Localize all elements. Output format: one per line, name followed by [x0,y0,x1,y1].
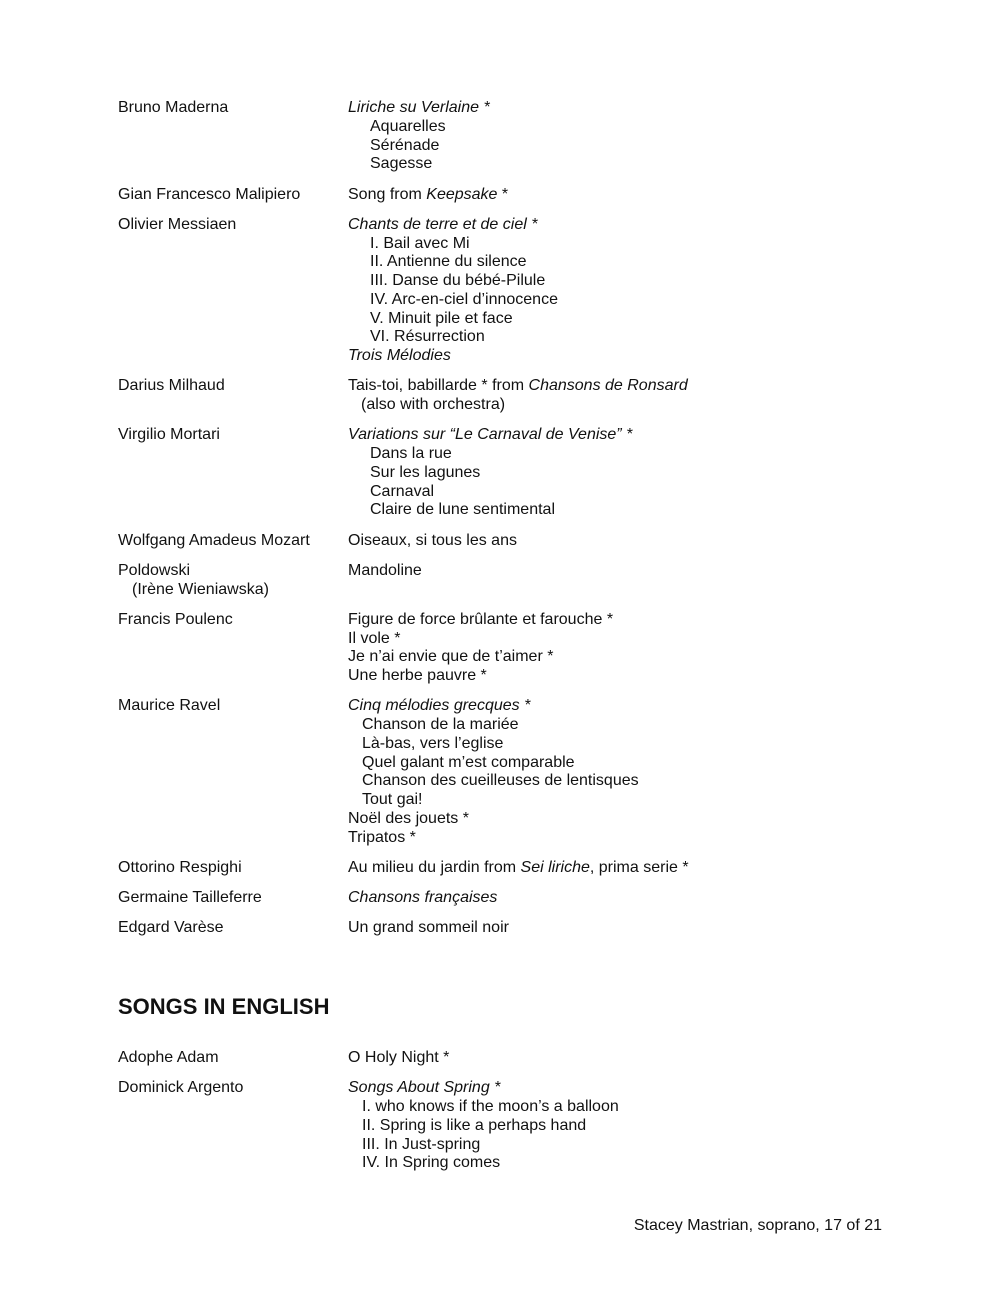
work-title: Figure de force brûlante et farouche * [348,610,614,628]
repertoire-entry [118,919,898,938]
work-title: Sur les lagunes [370,463,481,481]
composer-label: Francis Poulenc [118,610,233,628]
work-title-part: Chansons de Ronsard [528,377,688,395]
composer-label: Olivier Messiaen [118,215,237,233]
composer-name [118,532,348,551]
work-title: Trois Mélodies [348,347,451,364]
work-title-part: Au milieu du jardin from [348,858,521,876]
work-title: O Holy Night * [348,1049,450,1066]
section-title: SONGS IN ENGLISH [118,994,330,1019]
work-title: Tripatos * [348,828,416,846]
work-title: Chanson des cueilleuses de lentisques [362,772,639,790]
work-title: III. Danse du bébé-Pilule [370,272,546,289]
works-list [348,426,898,520]
work-title: (also with orchestra) [361,396,506,413]
work-title: Liriche su Verlaine * [348,99,490,116]
repertoire-entry [118,216,898,366]
composer-name [118,426,348,520]
work-title: Je n’ai envie que de t’aimer * [348,648,554,666]
work-title: Tout gai! [362,791,423,808]
repertoire-entry [118,859,898,878]
works-list [348,99,898,174]
works-list [348,1049,898,1068]
work-title [348,377,898,396]
work-title: Variations sur “Le Carnaval de Venise” * [348,426,633,444]
works-list [348,186,898,205]
work-title: IV. Arc-en-ciel d’innocence [370,290,558,308]
work-title: IV. In Spring comes [362,1154,501,1172]
composer-label: Darius Milhaud [118,377,225,395]
work-title: Quel galant m’est comparable [362,753,575,771]
work-title: Chanson de la mariée [362,716,519,733]
works-list [348,697,898,847]
work-title: Là-bas, vers l’eglise [362,734,504,752]
work-title-part: , prima serie * [589,858,689,876]
composer-label: Germaine Tailleferre [118,889,262,906]
work-title: Dans la rue [370,445,452,462]
work-title: II. Spring is like a perhaps hand [362,1116,587,1134]
work-title: VI. Résurrection [370,328,485,346]
composer-name [118,216,348,366]
work-title-part: * [497,185,509,203]
composer-subname: (Irène Wieniawska) [132,580,269,598]
work-title [348,186,898,205]
repertoire-entry [118,611,898,686]
composer-name [118,1049,348,1068]
works-list [348,562,898,600]
repertoire-entry [118,1049,898,1068]
work-title: V. Minuit pile et face [370,309,513,327]
work-title [348,859,898,878]
work-title: I. Bail avec Mi [370,234,470,252]
composer-name [118,889,348,908]
work-title: Chants de terre et de ciel * [348,215,538,233]
work-title-part: Tais-toi, babillarde * from [348,377,529,395]
works-list [348,1079,898,1173]
work-title: III. In Just-spring [362,1135,481,1153]
repertoire-entry [118,562,898,600]
work-title: Carnaval [370,482,435,500]
repertoire-entry [118,377,898,415]
work-title: I. who knows if the moon’s a balloon [362,1098,619,1115]
repertoire-entry [118,426,898,520]
composer-label: Virgilio Mortari [118,426,220,444]
composer-label: Ottorino Respighi [118,858,242,876]
works-list [348,216,898,366]
works-list [348,919,898,938]
composer-name [118,919,348,938]
composer-label: Wolfgang Amadeus Mozart [118,531,310,549]
composer-name [118,611,348,686]
work-title: II. Antienne du silence [370,253,527,271]
work-title: Il vole * [348,629,401,647]
composer-label: Gian Francesco Malipiero [118,185,301,203]
page-footer: Stacey Mastrian, soprano, 17 of 21 [633,1217,882,1234]
composer-name [118,697,348,847]
composer-label: Poldowski [118,561,191,579]
work-title: Songs About Spring * [348,1079,501,1097]
works-list [348,859,898,878]
work-title: Chansons françaises [348,889,498,906]
composer-label: Maurice Ravel [118,697,221,715]
repertoire-entry [118,697,898,847]
work-title: Claire de lune sentimental [370,501,555,519]
works-list [348,889,898,908]
work-title: Noël des jouets * [348,809,469,827]
works-list [348,611,898,686]
composer-name [118,1079,348,1173]
work-title: Un grand sommeil noir [348,919,509,937]
work-title: Aquarelles [370,117,446,135]
composer-name [118,377,348,415]
work-title: Mandoline [348,561,422,579]
work-title-part: Song from [348,185,427,203]
work-title: Sérénade [370,136,440,154]
composer-name [118,99,348,174]
work-title: Cinq mélodies grecques * [348,697,531,715]
works-list [348,377,898,415]
composer-label: Bruno Maderna [118,99,229,116]
composer-name [118,186,348,205]
work-title-part: Sei liriche [520,858,590,876]
composer-name [118,859,348,878]
composer-name [118,562,348,600]
work-title: Sagesse [370,155,433,173]
work-title-part: Keepsake [426,185,498,203]
work-title: Une herbe pauvre * [348,667,487,684]
composer-label: Dominick Argento [118,1079,244,1097]
repertoire-list-english [118,1049,898,1185]
repertoire-entry [118,532,898,551]
repertoire-entry [118,186,898,205]
composer-label: Adophe Adam [118,1049,219,1066]
works-list [348,532,898,551]
repertoire-entry [118,99,898,174]
work-title: Oiseaux, si tous les ans [348,531,517,549]
repertoire-entry [118,1079,898,1173]
repertoire-entry [118,889,898,908]
composer-label: Edgard Varèse [118,919,224,937]
repertoire-list-french [118,99,898,950]
